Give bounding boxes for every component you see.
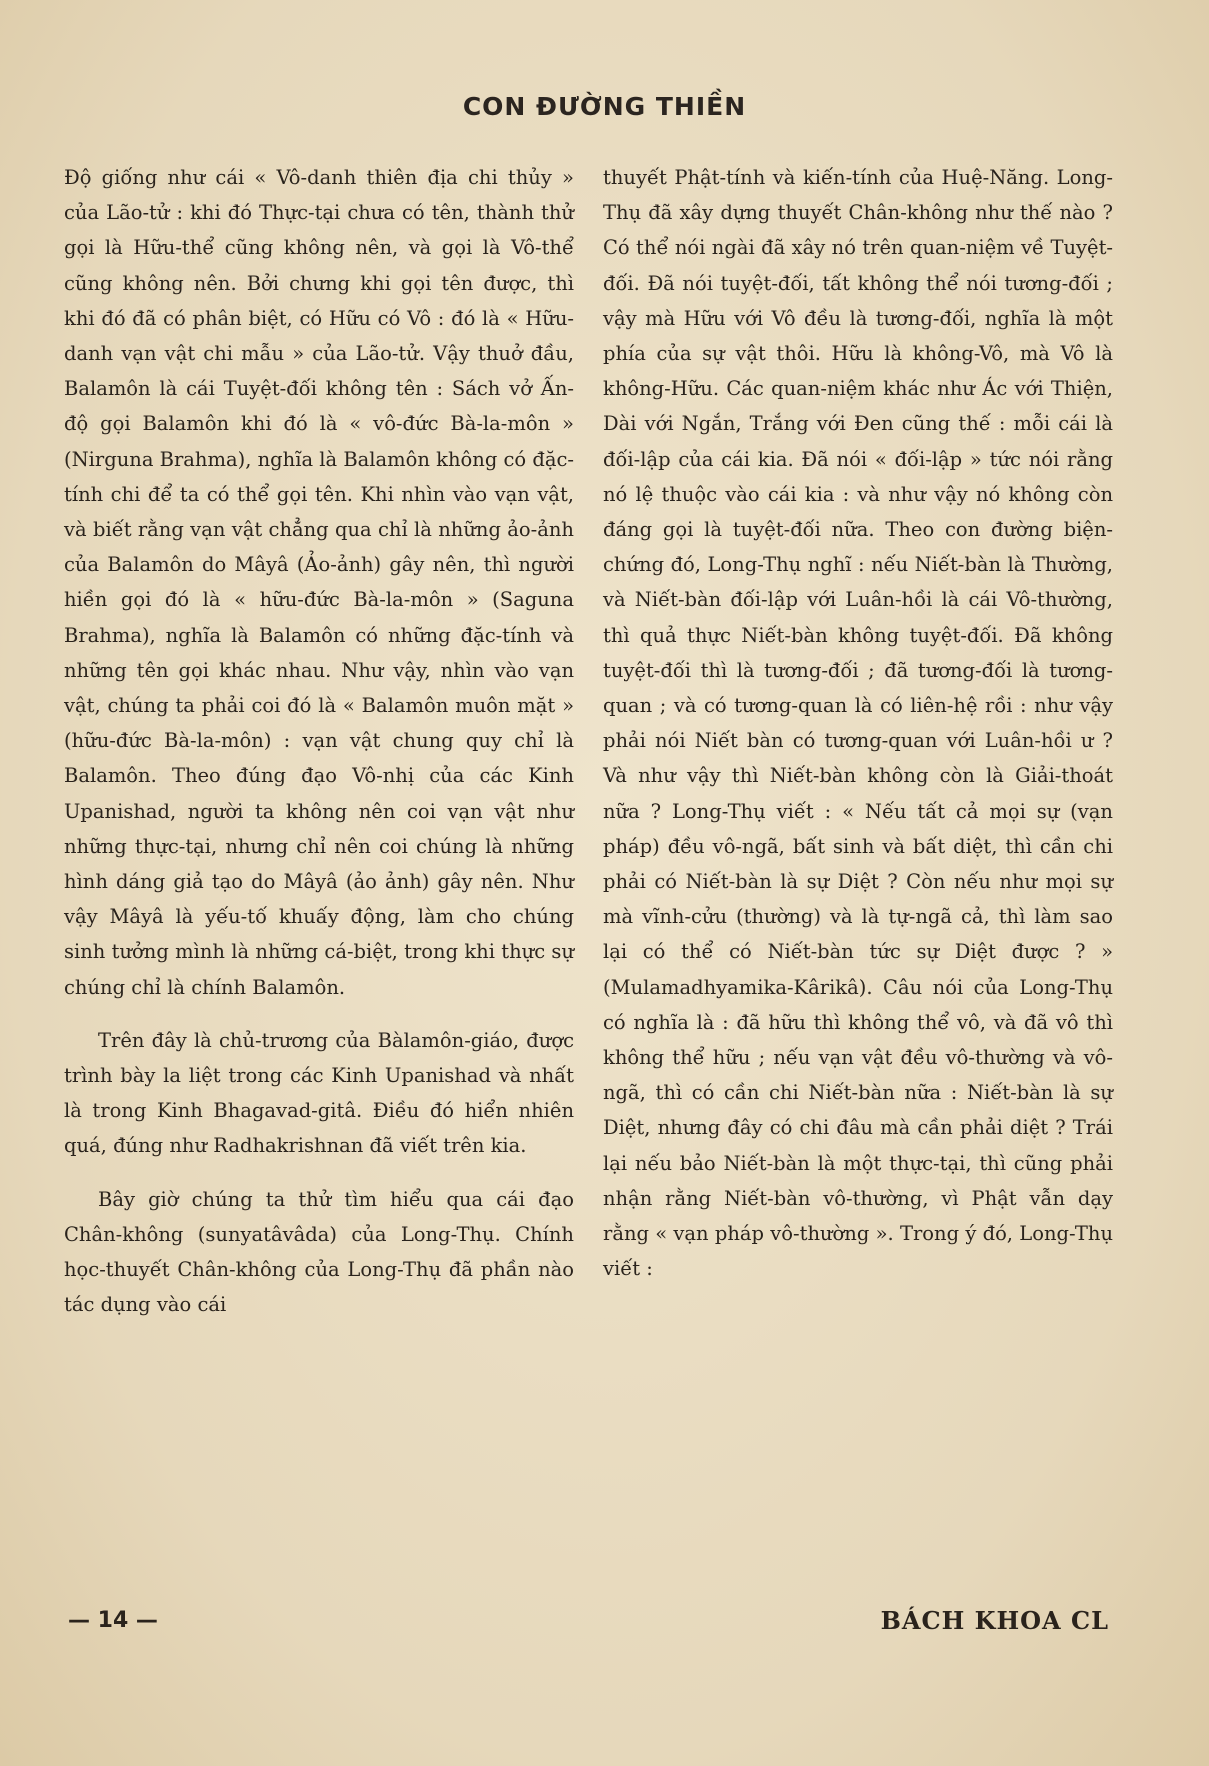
left-column <box>64 160 574 1323</box>
left-paragraph-3: Bây giờ chúng ta thử tìm hiểu qua cái đạo Chân-không (sunyatâvâda) của Long-Thụ. Chính học-thuyết Chân-không của Long-Thụ đã phần nào tác dụng vào cái <box>64 1187 574 1317</box>
right-paragraph-1: thuyết Phật-tính và kiến-tính của Huệ-Năng. Long-Thụ đã xây dựng thuyết Chân-không như thế nào ? Có thể nói ngài đã xây nó trên quan-niệm về Tuyệt-đối. Đã nói tuyệt-đối, tất không thể nói tương-đối ; vậy mà Hữu với Vô đều là tương-đối, nghĩa là một phía của sự vật thôi. Hữu là không-Vô, mà Vô là không-Hữu. Các quan-niệm khác như Ác với Thiện, Dài với Ngắn, Trắng với Đen cũng thế : mỗi cái là đối-lập của cái kia. Đã nói « đối-lập » tức nói rằng nó lệ thuộc vào cái kia : và như vậy nó không còn đáng gọi là tuyệt-đối nữa. Theo con đường biện-chứng đó, Long-Thụ nghĩ : nếu Niết-bàn là Thường, và Niết-bàn đối-lập với Luân-hồi là cái Vô-thường, thì quả thực Niết-bàn không tuyệt-đối. Đã không tuyệt-đối thì là tương-đối ; đã tương-đối là tương-quan ; và có tương-quan là có liên-hệ rồi : như vậy phải nói Niết bàn có tương-quan với Luân-hồi ư ? Và như vậy thì Niết-bàn không còn là Giải-thoát nữa ? Long-Thụ viết : « Nếu tất cả mọi sự (vạn pháp) đều vô-ngã, bất sinh và bất diệt, thì cần chi phải có Niết-bàn là sự Diệt ? Còn nếu như mọi sự mà vĩnh-cửu (thường) và là tự-ngã cả, thì làm sao lại có thể có Niết-bàn tức sự Diệt được ? » (Mulamadhyamika-Kârikâ). Câu nói của Long-Thụ có nghĩa là : đã hữu thì không thể vô, và đã vô thì không thể hữu ; nếu vạn vật đều vô-thường và vô-ngã, thì có cần chi Niết-bàn nữa : Niết-bàn là sự Diệt, nhưng đây có chi đâu mà cần phải diệt ? Trái lại nếu bảo Niết-bàn là một thực-tại, thì cũng phải nhận rằng Niết-bàn vô-thường, vì Phật vẫn dạy rằng « vạn pháp vô-thường ». Trong ý đó, Long-Thụ viết : <box>603 166 1113 1281</box>
publication-name: BÁCH KHOA CL <box>880 1606 1109 1635</box>
left-paragraph-1: Độ giống như cái « Vô-danh thiên địa chi thủy » của Lão-tử : khi đó Thực-tại chưa có tên, thành thử gọi là Hữu-thể cũng không nên, và gọi là Vô-thể cũng không nên. Bởi chưng khi gọi tên được, thì khi đó đã có phân biệt, có Hữu có Vô : đó là « Hữu-danh vạn vật chi mẫu » của Lão-tử. Vậy thuở đầu, Balamôn là cái Tuyệt-đối không tên : Sách vở Ấn-độ gọi Balamôn khi đó là « vô-đức Bà-la-môn » (Nirguna Brahma), nghĩa là Balamôn không có đặc-tính chi để ta có thể gọi tên. Khi nhìn vào vạn vật, và biết rằng vạn vật chẳng qua chỉ là những ảo-ảnh của Balamôn do Mâyâ (Ảo-ảnh) gây nên, thì người hiền gọi đó là « hữu-đức Bà-la-môn » (Saguna Brahma), nghĩa là Balamôn có những đặc-tính và những tên gọi khác nhau. Như vậy, nhìn vào vạn vật, chúng ta phải coi đó là « Balamôn muôn mặt » (hữu-đức Bà-la-môn) : vạn vật chung quy chỉ là Balamôn. Theo đúng đạo Vô-nhị của các Kinh Upanishad, người ta không nên coi vạn vật như những thực-tại, nhưng chỉ nên coi chúng là những hình dáng giả tạo do Mâyâ (ảo ảnh) gây nên. Như vậy Mâyâ là yếu-tố khuấy động, làm cho chúng sinh tưởng mình là những cá-biệt, trong khi thực sự chúng chỉ là chính Balamôn. <box>64 166 574 999</box>
running-title: CON ĐƯỜNG THIỀN <box>462 92 747 121</box>
left-paragraph-2: Trên đây là chủ-trương của Bàlamôn-giáo, được trình bày la liệt trong các Kinh Upanishad và nhất là trong Kinh Bhagavad-gitâ. Điều đó hiển nhiên quá, đúng như Radhakrishnan đã viết trên kia. <box>64 1028 574 1158</box>
page-number: — 14 — <box>68 1608 158 1633</box>
right-column <box>603 160 1113 1287</box>
